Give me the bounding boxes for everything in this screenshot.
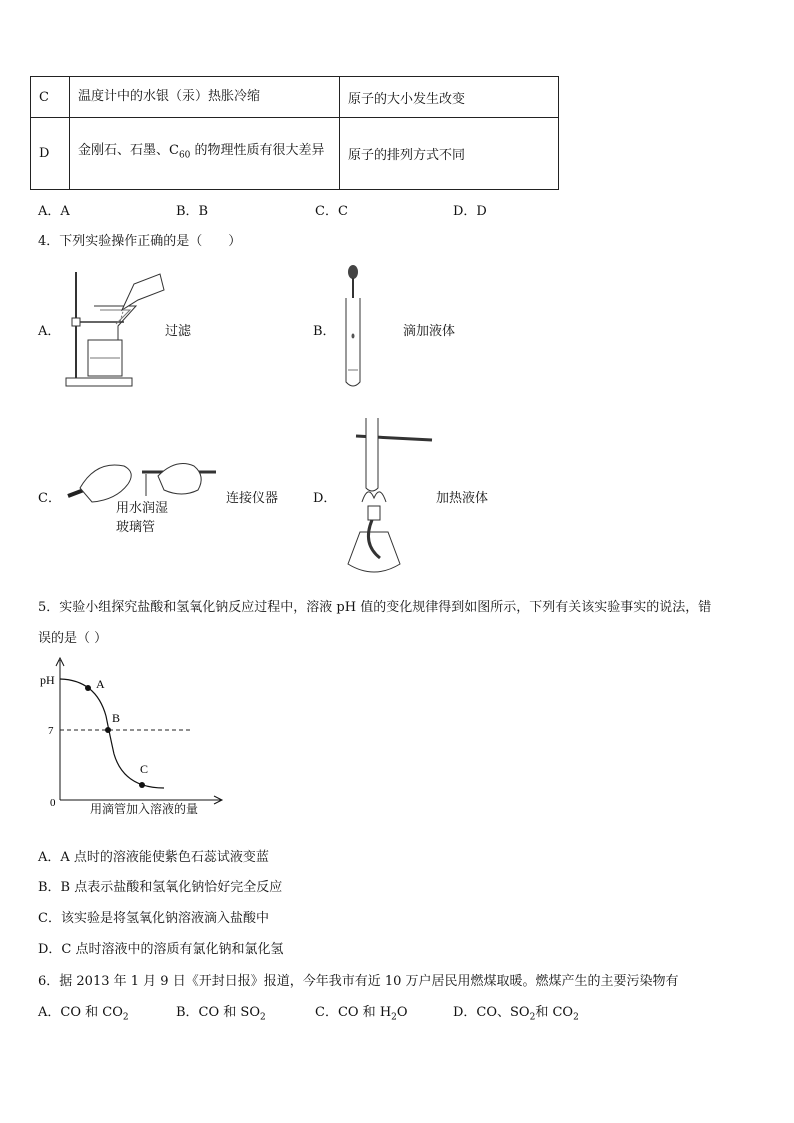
q3-option-c[interactable]: C．C — [315, 204, 348, 219]
q4-option-b-letter[interactable]: B． — [313, 324, 336, 339]
q4-option-a-letter[interactable]: A． — [38, 324, 61, 339]
q5-option-b[interactable]: B．B 点表示盐酸和氢氧化钠恰好完全反应 — [38, 880, 283, 895]
q4-option-d-letter[interactable]: D． — [313, 491, 337, 506]
x-axis-label: 用滴管加入溶液的量 — [90, 802, 199, 816]
q3-option-d[interactable]: D．D — [453, 204, 487, 219]
q4-option-c-caption: 连接仪器 — [226, 491, 279, 506]
q5-option-a[interactable]: A．A 点时的溶液能使紫色石蕊试液变蓝 — [38, 850, 269, 865]
row-fact: 金刚石、石墨、$C_{60}$ 的物理性质有很大差异 — [70, 118, 340, 190]
row-explanation: 原子的大小发生改变 — [340, 77, 559, 118]
point-c — [139, 782, 145, 788]
point-label-a: A — [96, 677, 105, 691]
row-letter: D — [31, 118, 70, 190]
row-letter: C — [31, 77, 70, 118]
point-label-b: B — [112, 711, 121, 725]
alcohol-lamp-heating-icon — [342, 414, 438, 580]
dropper-test-tube-icon — [340, 264, 370, 390]
ph-curve — [60, 679, 164, 788]
q4-option-b-caption: 滴加液体 — [403, 324, 456, 339]
q3-answer-table — [30, 76, 559, 190]
y-tick-7: 7 — [48, 725, 54, 737]
y-axis-label: pH — [40, 673, 55, 687]
table-row — [31, 118, 559, 190]
q4-stem: 4．下列实验操作正确的是（ ） — [38, 234, 242, 249]
q5-stem-line2: 误的是（ ） — [38, 631, 108, 646]
filtration-apparatus-icon — [64, 262, 174, 392]
q3-option-b[interactable]: B．B — [176, 204, 209, 219]
table-row — [31, 77, 559, 118]
q5-option-d[interactable]: D．C 点时溶液中的溶质有氯化钠和氯化氢 — [38, 942, 284, 957]
q4-option-d-caption: 加热液体 — [436, 491, 489, 506]
q4-option-a-caption: 过滤 — [165, 324, 192, 339]
row-explanation: 原子的排列方式不同 — [340, 118, 559, 190]
point-label-c: C — [140, 762, 149, 776]
q4-option-c-note-line1: 用水润湿 — [116, 501, 169, 516]
q6-option-a[interactable]: A．CO 和 $CO_2$ — [38, 1005, 129, 1023]
row-fact: 温度计中的水银（汞）热胀冷缩 — [70, 77, 340, 118]
q6-option-c[interactable]: C．CO 和 $H_2O$ — [315, 1005, 408, 1023]
q5-stem-line1: 5．实验小组探究盐酸和氢氧化钠反应过程中，溶液 pH 值的变化规律得到如图所示，下列有关该实验事实的说法，错 — [38, 600, 712, 615]
q6-option-d[interactable]: D．CO、$SO_2$和 $CO_2$ — [453, 1005, 579, 1023]
origin-label: 0 — [50, 797, 56, 809]
point-a — [85, 685, 91, 691]
q5-option-c[interactable]: C．该实验是将氢氧化钠溶液滴入盐酸中 — [38, 911, 269, 926]
q6-option-b[interactable]: B．CO 和 $SO_2$ — [176, 1005, 266, 1023]
ph-curve-chart — [36, 654, 236, 818]
q6-stem: 6．据 2013 年 1 月 9 日《开封日报》报道，今年我市有近 10 万户居民用燃煤取暖。燃煤产生的主要污染物有 — [38, 974, 679, 989]
point-b — [105, 727, 111, 733]
q3-option-a[interactable]: A．A — [38, 204, 70, 219]
q4-option-c-letter[interactable]: C． — [38, 491, 61, 506]
q4-option-c-note-line2: 玻璃管 — [116, 520, 156, 535]
